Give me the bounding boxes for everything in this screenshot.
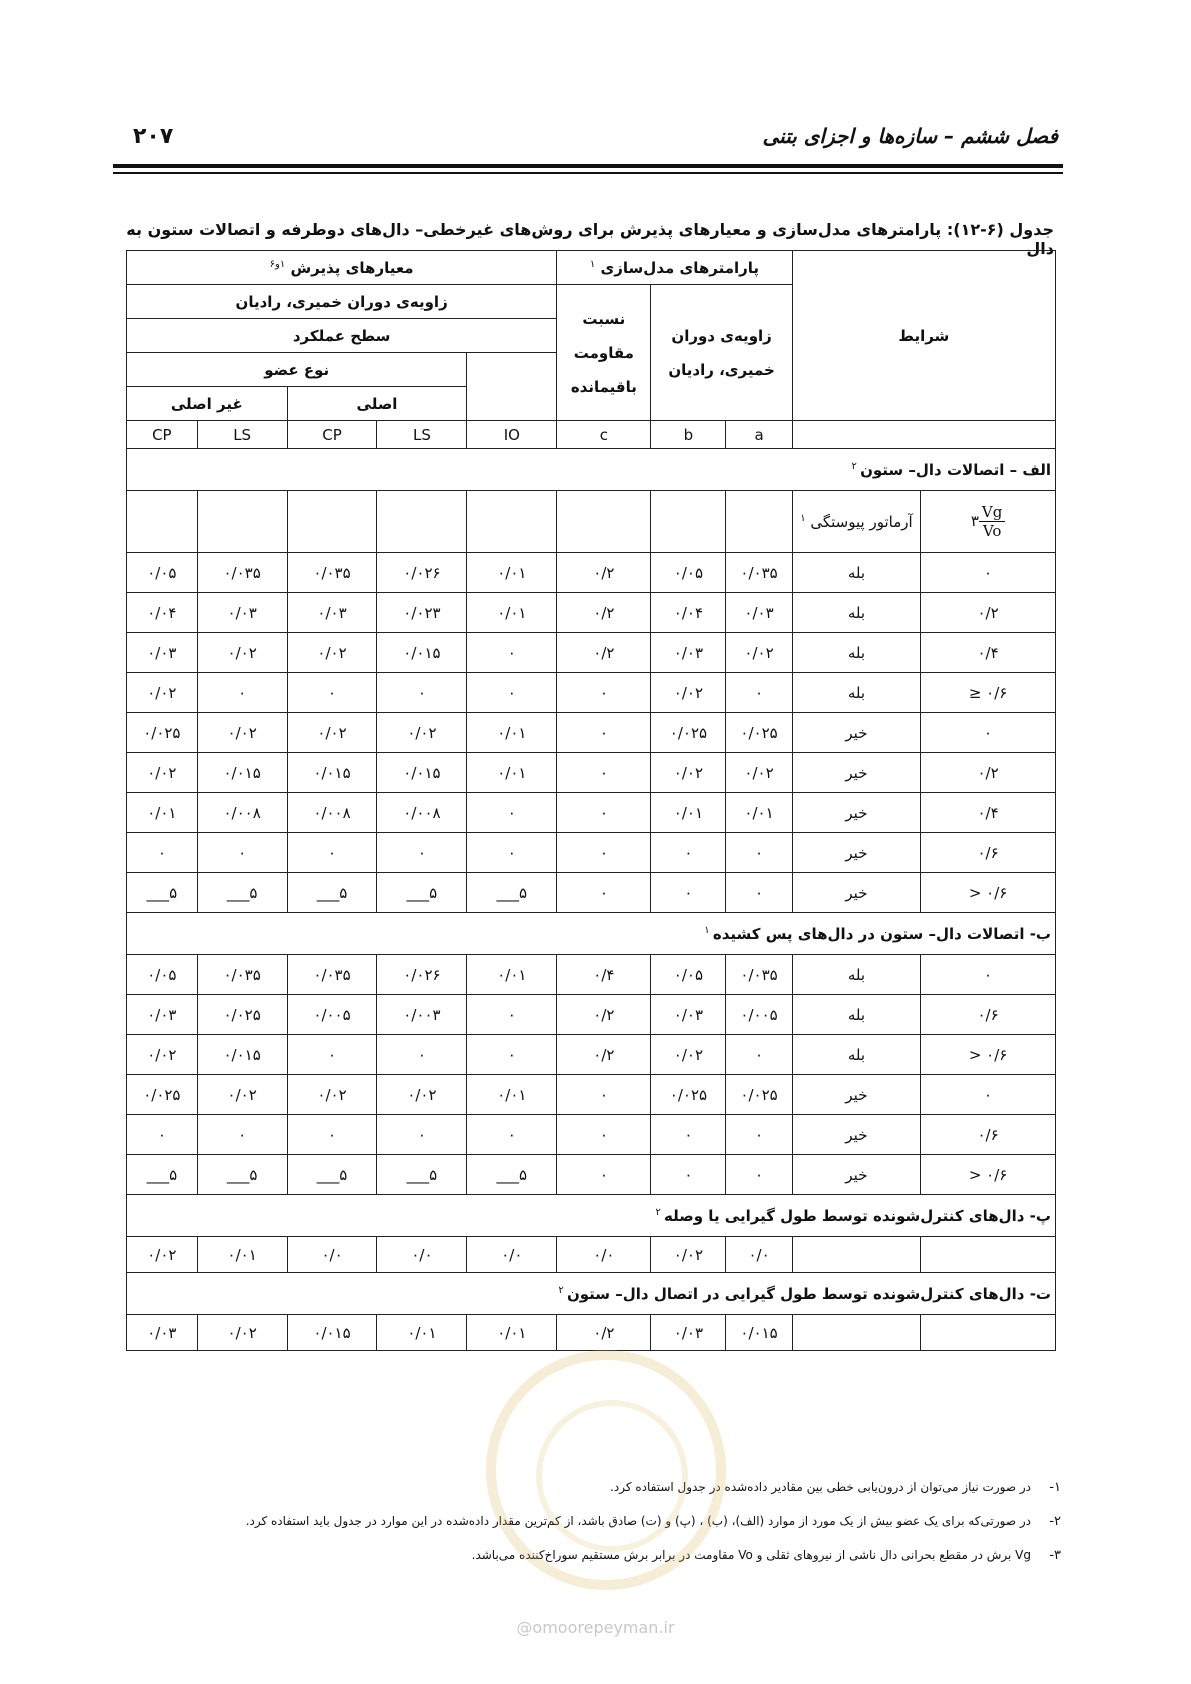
value-cell: ۰/۰۱ — [377, 1315, 467, 1351]
value-cell: ۰/۰۰۸ — [287, 793, 377, 833]
ratio-cell: ۰ — [921, 553, 1056, 593]
value-cell: ۰ — [651, 1155, 726, 1195]
subheader-row — [127, 491, 1056, 553]
value-cell: ۰/۰۱۵ — [197, 753, 287, 793]
empty-cell — [287, 491, 377, 553]
col-cp-secondary: CP — [127, 421, 198, 449]
value-cell: ۰/۰۲ — [377, 713, 467, 753]
value-cell: ۵___ — [377, 1155, 467, 1195]
acceptance-criteria-table — [126, 250, 1056, 1351]
value-cell: ۰/۰۳ — [127, 1315, 198, 1351]
value-cell: ۰/۰۱ — [467, 753, 557, 793]
watermark: @omoorepeyman.ir — [516, 1618, 675, 1637]
col-b: b — [651, 421, 726, 449]
ratio-cell: ۰ — [921, 713, 1056, 753]
col-a: a — [726, 421, 792, 449]
value-cell: ۰ — [377, 673, 467, 713]
col-c: c — [557, 421, 651, 449]
rebar-cell: بله — [792, 553, 920, 593]
value-cell: ۰/۰۲ — [197, 1075, 287, 1115]
table-row — [127, 1315, 1056, 1351]
value-cell: ۰/۰۳۵ — [287, 553, 377, 593]
value-cell: ۰/۲ — [557, 593, 651, 633]
value-cell: ۵___ — [467, 873, 557, 913]
value-cell: ۰/۰۲ — [726, 633, 792, 673]
ratio-cell: ۰/۶ — [921, 1115, 1056, 1155]
value-cell: ۰/۰۱ — [467, 593, 557, 633]
table-row — [127, 633, 1056, 673]
value-cell: ۵___ — [467, 1155, 557, 1195]
value-cell: ۰/۰۲۶ — [377, 955, 467, 995]
value-cell: ۰ — [467, 793, 557, 833]
value-cell: ۰/۰۱۵ — [726, 1315, 792, 1351]
value-cell: ۰/۰۰۵ — [726, 995, 792, 1035]
chapter-title: فصل ششم – سازه‌ها و اجزای بتنی — [762, 124, 1058, 148]
value-cell: ۰/۰۲ — [127, 753, 198, 793]
value-cell: ۵___ — [287, 873, 377, 913]
empty-cell — [467, 491, 557, 553]
ratio-cell: ۰ — [921, 955, 1056, 995]
value-cell: ۵___ — [127, 873, 198, 913]
value-cell: ۰ — [651, 873, 726, 913]
rebar-cell: خیر — [792, 833, 920, 873]
value-cell: ۰ — [467, 833, 557, 873]
table-row — [127, 833, 1056, 873]
value-cell: ۰/۰۲۵ — [651, 713, 726, 753]
value-cell: ۰/۰۲ — [377, 1075, 467, 1115]
ratio-cell: ۰/۴ — [921, 793, 1056, 833]
table-row — [127, 873, 1056, 913]
value-cell: ۰ — [557, 673, 651, 713]
value-cell: ۰/۰۳ — [651, 995, 726, 1035]
value-cell: ۰ — [557, 753, 651, 793]
value-cell: ۰/۰۵ — [127, 553, 198, 593]
value-cell: ۰/۰۲۵ — [127, 1075, 198, 1115]
value-cell: ۰/۰۰۸ — [197, 793, 287, 833]
value-cell: ۰/۰۲ — [651, 753, 726, 793]
table-row — [127, 673, 1056, 713]
page-number: ۲۰۷ — [133, 124, 174, 149]
value-cell: ۰ — [287, 1115, 377, 1155]
value-cell: ۰/۰۳ — [127, 995, 198, 1035]
rebar-cell: خیر — [792, 873, 920, 913]
table-row — [127, 1155, 1056, 1195]
ratio-cell: ۰/۶ < — [921, 1155, 1056, 1195]
value-cell: ۰/۰ — [557, 1237, 651, 1273]
table-row — [127, 995, 1056, 1035]
io-spacer — [467, 353, 557, 421]
rebar-cell: بله — [792, 673, 920, 713]
value-cell: ۰/۰۱ — [467, 713, 557, 753]
value-cell: ۰/۲ — [557, 995, 651, 1035]
value-cell: ۰ — [197, 1115, 287, 1155]
value-cell: ۰ — [557, 833, 651, 873]
residual-strength-header: نسبت مقاومت باقیمانده — [557, 285, 651, 421]
value-cell: ۰ — [467, 1115, 557, 1155]
ratio-cell: ۰/۶ — [921, 995, 1056, 1035]
value-cell: ۰ — [197, 673, 287, 713]
value-cell: ۰/۰۲ — [197, 1315, 287, 1351]
value-cell: ۰/۰۵ — [651, 955, 726, 995]
value-cell: ۰ — [726, 673, 792, 713]
footnote-text: در صورت نیاز می‌توان از درون‌یابی خطی بین مقادیر داده‌شده در جدول استفاده کرد. — [610, 1480, 1031, 1494]
ratio-cell: ۰/۲ — [921, 593, 1056, 633]
value-cell: ۰ — [557, 1155, 651, 1195]
table-row — [127, 955, 1056, 995]
value-cell: ۰/۰۰۳ — [377, 995, 467, 1035]
value-cell: ۰/۰۴ — [651, 593, 726, 633]
table-caption: جدول (۶-۱۲): پارامترهای مدل‌سازی و معیارهای پذیرش برای روش‌های غیرخطی– دال‌های دوطرفه و اتصالات ستون به دال — [126, 220, 1054, 258]
value-cell: ۰ — [651, 1115, 726, 1155]
section-row — [127, 913, 1056, 955]
value-cell: ۰/۰۳۵ — [197, 955, 287, 995]
value-cell: ۰/۲ — [557, 553, 651, 593]
value-cell: ۰/۰۵ — [651, 553, 726, 593]
value-cell: ۰/۰۳۵ — [726, 553, 792, 593]
value-cell: ۰/۰۲ — [287, 633, 377, 673]
value-cell: ۰/۰۳۵ — [726, 955, 792, 995]
header-rule-thin — [113, 172, 1063, 174]
conditions-header: شرایط — [792, 251, 1055, 421]
value-cell: ۰/۰۳۵ — [287, 955, 377, 995]
plastic-rotation-ab-header: زاویه‌ی دوران خمیری، رادیان — [651, 285, 792, 421]
value-cell: ۰/۰۲ — [651, 673, 726, 713]
empty-cell — [197, 491, 287, 553]
value-cell: ۰/۰۲ — [651, 1237, 726, 1273]
empty-cell — [127, 491, 198, 553]
value-cell: ۰/۰۱۵ — [377, 633, 467, 673]
value-cell: ۰ — [557, 1115, 651, 1155]
empty-cell — [726, 491, 792, 553]
value-cell: ۰/۰۲ — [127, 673, 198, 713]
value-cell: ۰/۰۴ — [127, 593, 198, 633]
value-cell: ۰/۰۱۵ — [287, 753, 377, 793]
section-row — [127, 1273, 1056, 1315]
rebar-cell: خیر — [792, 1155, 920, 1195]
value-cell: ۰/۰۲ — [197, 713, 287, 753]
value-cell: ۰/۰۱ — [651, 793, 726, 833]
value-cell: ۰ — [127, 833, 198, 873]
value-cell: ۰ — [557, 793, 651, 833]
value-cell: ۰/۰۲۵ — [127, 713, 198, 753]
value-cell: ۰ — [287, 1035, 377, 1075]
value-cell: ۰ — [651, 833, 726, 873]
table-row — [127, 553, 1056, 593]
value-cell: ۰ — [467, 1035, 557, 1075]
col-ls-primary: LS — [377, 421, 467, 449]
table-row — [127, 593, 1056, 633]
value-cell: ۰/۰۳ — [726, 593, 792, 633]
rebar-cell: بله — [792, 1035, 920, 1075]
table-row — [127, 793, 1056, 833]
table-row — [127, 1035, 1056, 1075]
value-cell: ۰/۰۳ — [287, 593, 377, 633]
value-cell: ۰/۰۱۵ — [377, 753, 467, 793]
value-cell: ۰/۰۲ — [287, 713, 377, 753]
modeling-params-header: پارامترهای مدل‌سازی $^۱$ — [557, 251, 792, 285]
table-row — [127, 713, 1056, 753]
footnote-number: ۱- — [1049, 1480, 1061, 1495]
rebar-cell: بله — [792, 593, 920, 633]
header-rule — [113, 164, 1063, 168]
secondary-header: غیر اصلی — [127, 387, 288, 421]
conditions-col-spacer — [792, 421, 1055, 449]
value-cell: ۰/۰۱ — [467, 955, 557, 995]
section-title: ت- دال‌های کنترل‌شونده توسط طول گیرایی در اتصال دال– ستون $^۲$ — [127, 1273, 1056, 1315]
primary-header: اصلی — [287, 387, 467, 421]
rebar-cell — [792, 1315, 920, 1351]
page-header — [118, 120, 1058, 154]
performance-level-header: سطح عملکرد — [127, 319, 557, 353]
empty-cell — [557, 491, 651, 553]
value-cell: ۰ — [377, 1115, 467, 1155]
rebar-cell: خیر — [792, 793, 920, 833]
value-cell: ۰/۰۳ — [197, 593, 287, 633]
value-cell: ۰ — [726, 873, 792, 913]
value-cell: ۰ — [726, 1035, 792, 1075]
rebar-cell — [792, 1237, 920, 1273]
rebar-cell: خیر — [792, 713, 920, 753]
table-row — [127, 1237, 1056, 1273]
value-cell: ۰/۰ — [377, 1237, 467, 1273]
value-cell: ۰/۰۱ — [197, 1237, 287, 1273]
value-cell: ۰/۴ — [557, 955, 651, 995]
ratio-cell: ۰/۴ — [921, 633, 1056, 673]
value-cell: ۰ — [287, 833, 377, 873]
empty-cell — [377, 491, 467, 553]
section-title: پ- دال‌های کنترل‌شونده توسط طول گیرایی یا وصله $^۲$ — [127, 1195, 1056, 1237]
continuity-rebar-header: آرماتور پیوستگی $^۱$ — [792, 491, 920, 553]
value-cell: ۰/۰۰۸ — [377, 793, 467, 833]
col-cp-primary: CP — [287, 421, 377, 449]
footnote-text: در صورتی‌که برای یک عضو بیش از یک مورد از موارد (الف)، (ب) ، (پ) و (ت) صادق باشد، از کم‌ترین مقدار داده‌شده در این موارد در جدول باید استفاده کرد. — [245, 1514, 1031, 1528]
value-cell: ۰/۰ — [467, 1237, 557, 1273]
value-cell: ۰/۰۳۵ — [197, 553, 287, 593]
value-cell: ۰/۲ — [557, 1035, 651, 1075]
empty-cell — [651, 491, 726, 553]
value-cell: ۰/۰۱ — [467, 553, 557, 593]
value-cell: ۰/۰۱ — [467, 1315, 557, 1351]
value-cell: ۰/۰۱ — [127, 793, 198, 833]
value-cell: ۰/۰۲ — [127, 1237, 198, 1273]
section-title: ب- اتصالات دال– ستون در دال‌های پس کشیده $^۱$ — [127, 913, 1056, 955]
value-cell: ۰/۰ — [726, 1237, 792, 1273]
value-cell: ۰/۰۳ — [651, 633, 726, 673]
plastic-rotation-header: زاویه‌ی دوران خمیری، رادیان — [127, 285, 557, 319]
rebar-cell: بله — [792, 955, 920, 995]
rebar-cell: خیر — [792, 753, 920, 793]
value-cell: ۵___ — [377, 873, 467, 913]
value-cell: ۰/۲ — [557, 633, 651, 673]
footnote-text: Vg برش در مقطع بحرانی دال ناشی از نیروهای ثقلی و Vo مقاومت در برابر برش مستقیم سوراخ‌کننده می‌باشد. — [471, 1548, 1031, 1562]
table-row — [127, 753, 1056, 793]
value-cell: ۰/۰۲۵ — [726, 1075, 792, 1115]
value-cell: ۵___ — [197, 873, 287, 913]
value-cell: ۰/۰۲۵ — [726, 713, 792, 753]
rebar-cell: خیر — [792, 1115, 920, 1155]
rebar-cell: خیر — [792, 1075, 920, 1115]
value-cell: ۰/۰۲ — [127, 1035, 198, 1075]
publisher-seal — [486, 1350, 726, 1590]
value-cell: ۰ — [127, 1115, 198, 1155]
value-cell: ۰/۰۲۵ — [197, 995, 287, 1035]
value-cell: ۰/۰۲۶ — [377, 553, 467, 593]
value-cell: ۰ — [467, 673, 557, 713]
value-cell: ۰ — [557, 873, 651, 913]
table-row — [127, 1115, 1056, 1155]
value-cell: ۰ — [467, 995, 557, 1035]
value-cell: ۰ — [377, 833, 467, 873]
value-cell: ۵___ — [197, 1155, 287, 1195]
value-cell: ۰ — [726, 1115, 792, 1155]
ratio-cell — [921, 1237, 1056, 1273]
ratio-cell: ۰ — [921, 1075, 1056, 1115]
value-cell: ۰/۰ — [287, 1237, 377, 1273]
value-cell: ۰/۰۱۵ — [197, 1035, 287, 1075]
value-cell: ۰/۰۲۳ — [377, 593, 467, 633]
value-cell: ۰/۰۰۵ — [287, 995, 377, 1035]
ratio-cell: ۰/۶ < — [921, 1035, 1056, 1075]
value-cell: ۰/۰۳ — [127, 633, 198, 673]
value-cell: ۰/۰۲ — [197, 633, 287, 673]
ratio-cell — [921, 1315, 1056, 1351]
acceptance-criteria-header: معیارهای پذیرش $^{۱و۶}$ — [127, 251, 557, 285]
footnote-number: ۲- — [1049, 1514, 1061, 1529]
table-row — [127, 1075, 1056, 1115]
value-cell: ۰ — [557, 1075, 651, 1115]
ratio-cell: ۰/۲ — [921, 753, 1056, 793]
col-ls-secondary: LS — [197, 421, 287, 449]
section-row — [127, 449, 1056, 491]
section-title: الف – اتصالات دال– ستون $^۲$ — [127, 449, 1056, 491]
vg-vo-ratio-header: $\frac{Vg}{Vo}$ ۳ — [921, 491, 1056, 553]
value-cell: ۰ — [197, 833, 287, 873]
value-cell: ۰/۲ — [557, 1315, 651, 1351]
value-cell: ۰/۰۱۵ — [287, 1315, 377, 1351]
footnote-number: ۳- — [1049, 1548, 1061, 1563]
value-cell: ۰/۰۲ — [726, 753, 792, 793]
value-cell: ۰ — [726, 1155, 792, 1195]
value-cell: ۰/۰۳ — [651, 1315, 726, 1351]
value-cell: ۰/۰۲۵ — [651, 1075, 726, 1115]
value-cell: ۰ — [287, 673, 377, 713]
value-cell: ۰ — [377, 1035, 467, 1075]
ratio-cell: ۰/۶ — [921, 833, 1056, 873]
section-row — [127, 1195, 1056, 1237]
rebar-cell: بله — [792, 995, 920, 1035]
value-cell: ۰ — [557, 713, 651, 753]
value-cell: ۵___ — [287, 1155, 377, 1195]
col-io: IO — [467, 421, 557, 449]
value-cell: ۰/۰۱ — [726, 793, 792, 833]
rebar-cell: بله — [792, 633, 920, 673]
value-cell: ۰/۰۲ — [651, 1035, 726, 1075]
member-type-header: نوع عضو — [127, 353, 467, 387]
value-cell: ۰ — [467, 633, 557, 673]
ratio-cell: ۰/۶ < — [921, 873, 1056, 913]
value-cell: ۰/۰۵ — [127, 955, 198, 995]
ratio-cell: ۰/۶ ≤ — [921, 673, 1056, 713]
value-cell: ۰/۰۲ — [287, 1075, 377, 1115]
value-cell: ۰/۰۱ — [467, 1075, 557, 1115]
value-cell: ۵___ — [127, 1155, 198, 1195]
value-cell: ۰ — [726, 833, 792, 873]
